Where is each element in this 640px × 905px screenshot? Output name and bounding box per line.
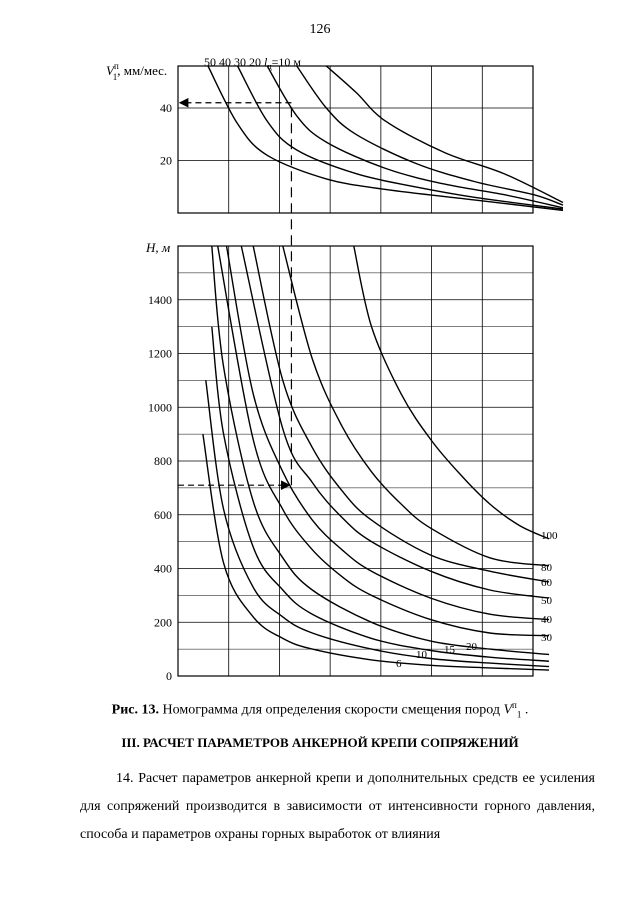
bottom-y-axis-label: H, м (146, 240, 171, 255)
top-curve-10 (326, 66, 563, 203)
bottom-y-tick-label: 1000 (148, 400, 172, 415)
top-curve-labels: 50 40 30 20 $l_ц=10$ м (204, 55, 301, 71)
bottom-series-label-30: 30 (541, 632, 552, 644)
bottom-y-tick-label: 800 (154, 454, 172, 468)
bottom-series-label-60: 60 (541, 577, 552, 589)
bottom-series-label-40: 40 (541, 614, 552, 626)
section-heading: III. РАСЧЕТ ПАРАМЕТРОВ АНКЕРНОЙ КРЕПИ СОПРЯЖЕНИЙ (121, 735, 519, 750)
caption-suffix: . (521, 702, 529, 718)
top-curve-20 (297, 66, 563, 205)
bottom-series-label-100: 100 (541, 530, 558, 542)
bottom-y-tick-label: 200 (154, 615, 172, 630)
caption-symbol-sup: п (512, 700, 517, 710)
top-curve-40 (238, 66, 563, 209)
bottom-y-tick-label: 0 (166, 669, 172, 683)
bottom-curve-15 (212, 327, 549, 662)
caption-symbol: V (503, 702, 512, 718)
bottom-y-tick-label: 1200 (148, 346, 172, 361)
bottom-series-label-50: 50 (541, 595, 552, 607)
bottom-y-tick-label: 600 (154, 507, 172, 522)
caption-prefix: Рис. 13. (111, 702, 160, 718)
top-y-tick-label: 20 (160, 153, 172, 168)
top-y-axis-label: $V^п$ 1, мм/мес. (106, 61, 168, 82)
body-paragraph: 14. Расчет параметров анкерной крепи и дополнительных средств ее усиления для сопряжений производится в зависимости от интенсивности горного давления, способа и параметров охраны горных выработок от влияния (80, 771, 595, 842)
top-y-tick-label: 40 (160, 101, 172, 115)
bottom-series-label-80: 80 (541, 562, 552, 574)
bottom-series-label-6: 6 (396, 658, 402, 670)
bottom-curve-40 (227, 246, 550, 620)
caption-symbol-sub: 1 (516, 709, 522, 720)
bottom-curve-50 (241, 246, 549, 598)
bottom-series-label-15: 15 (444, 644, 455, 656)
bottom-curve-20 (212, 246, 549, 655)
bottom-series-label-10: 10 (416, 649, 427, 661)
caption-text: Номограмма для определения скорости смещения пород (159, 702, 504, 718)
bottom-y-tick-label: 400 (154, 561, 172, 576)
bottom-series-label-20: 20 (466, 641, 477, 653)
chart-labels (106, 55, 558, 683)
page-number: 126 (309, 22, 331, 37)
bottom-curve-80 (283, 246, 549, 566)
bottom-curve-100 (354, 246, 549, 539)
bottom-y-tick-label: 1400 (148, 292, 172, 307)
figure-caption (0, 700, 640, 719)
chart-curves (203, 66, 563, 670)
